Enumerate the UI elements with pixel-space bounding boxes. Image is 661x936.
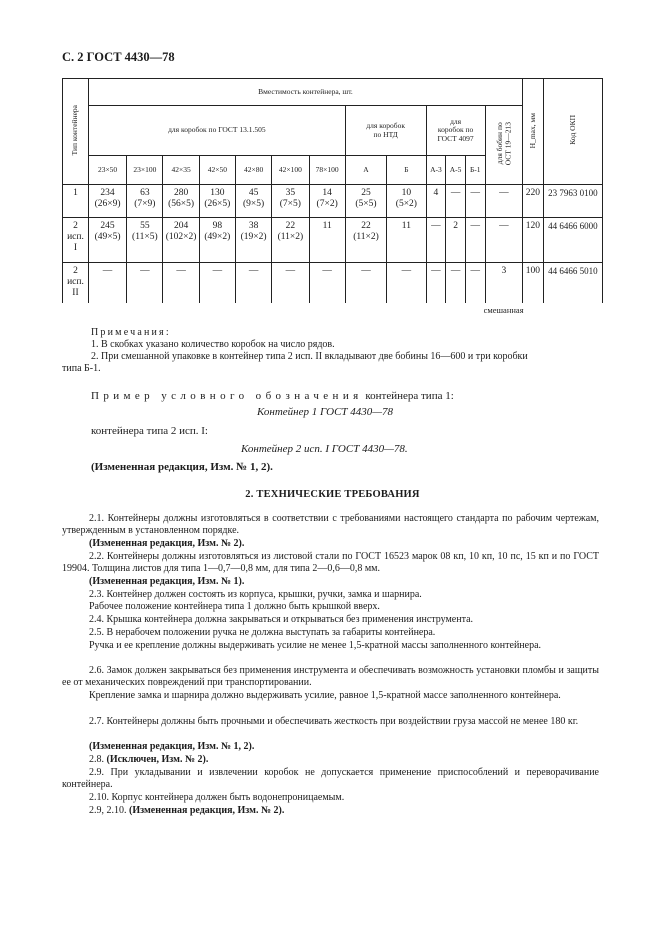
table-cell: — [199, 263, 235, 303]
table-cell: — [465, 218, 485, 263]
row-type: 2 исп. II [63, 263, 89, 303]
table-cell: 2 [446, 218, 466, 263]
size-header: Б [387, 156, 426, 185]
size-header: 42×35 [163, 156, 199, 185]
para-2-3: 2.3. Контейнер должен состоять из корпуса, крышки, ручки, замка и шарнира. [89, 589, 422, 600]
col-okp-header: Код ОКП [543, 79, 602, 185]
example-revision: (Измененная редакция, Изм. № 1, 2). [91, 461, 273, 473]
para-2-5b: Ручка и ее крепление должны выдерживать усилие не менее 1,5-кратной массы заполненного контейнера. [89, 640, 542, 651]
table-row [63, 218, 603, 263]
group-gost13: для коробок по ГОСТ 13.1.505 [88, 106, 345, 156]
para-2-6b: Крепление замка и шарнира должно выдерживать усилие, равное 1,5-кратной массе заполненного контейнера. [89, 690, 561, 701]
note-2: 2. При смешанной упаковке в контейнер типа 2 исп. II вкладывают две бобины 16—600 и три коробки [91, 351, 528, 362]
table-cell: — [309, 263, 345, 303]
table-row [63, 263, 603, 303]
example-line-2: Контейнер 2 исп. I ГОСТ 4430—78. [241, 443, 408, 455]
table-cell: — [426, 218, 446, 263]
size-header: А [345, 156, 386, 185]
table-cell: — [345, 263, 386, 303]
group-gost4097: для коробок по ГОСТ 4097 [426, 106, 485, 156]
size-header: А-5 [446, 156, 466, 185]
row-hmax: 120 [523, 218, 544, 263]
table-cell: 234 (26×9) [88, 185, 126, 218]
table-cell: 130 (26×5) [199, 185, 235, 218]
table-cell: 35 (7×5) [272, 185, 309, 218]
size-header: 78×100 [309, 156, 345, 185]
table-cell: — [272, 263, 309, 303]
para-2-6: 2.6. Замок должен закрываться без применения инструмента и обеспечивать возможность установки пломбы и защиты ее от механических повреждений при транспортировании. [62, 665, 599, 689]
table-cell: 11 [309, 218, 345, 263]
para-2-8: 2.8. (Исключен, Изм. № 2). [89, 754, 209, 765]
row-type: 2 исп. I [63, 218, 89, 263]
table-cell: — [426, 263, 446, 303]
table-cell: 22 (11×2) [272, 218, 309, 263]
table-cell: — [485, 218, 522, 263]
size-header: 42×50 [199, 156, 235, 185]
table-cell: 98 (49×2) [199, 218, 235, 263]
table-cell: — [465, 185, 485, 218]
size-header: Б-1 [465, 156, 485, 185]
para-2-9-10-revision: 2.9, 2.10. (Измененная редакция, Изм. № 2). [89, 805, 285, 816]
para-2-1: 2.1. Контейнеры должны изготовляться в соответствии с требованиями настоящего стандарта по рабочим чертежам, утвержденным в установленном порядке. [62, 513, 599, 537]
table-cell: — [127, 263, 163, 303]
size-header: 23×100 [127, 156, 163, 185]
group-ntd: для коробок по НТД [345, 106, 426, 156]
table-cell: — [446, 185, 466, 218]
para-2-3b: Рабочее положение контейнера типа 1 должно быть крышкой вверх. [89, 601, 380, 612]
size-header: 42×100 [272, 156, 309, 185]
para-2-7: 2.7. Контейнеры должны быть прочными и обеспечивать жесткость при воздействии груза массой не менее 180 кг. [89, 716, 579, 727]
section-title: 2. ТЕХНИЧЕСКИЕ ТРЕБОВАНИЯ [245, 489, 420, 500]
col-bobbins-header: для бобин по ОСТ 19—213 [485, 106, 522, 185]
table-cell: 38 (19×2) [235, 218, 271, 263]
table-cell: 63 (7×9) [127, 185, 163, 218]
table-cell: — [88, 263, 126, 303]
example-intro: Пример условного обозначения контейнера типа 1: [91, 390, 454, 402]
para-2-9: 2.9. При укладывании и извлечении коробок не допускается применение приспособлений и переворачивание контейнера. [62, 767, 599, 791]
para-2-2: 2.2. Контейнеры должны изготовляться из листовой стали по ГОСТ 16523 марок 08 кп, 10 кп, 10 пс, 15 кп и по ГОСТ 19904. Толщина листов для типа 1—0,7—0,8 мм, для типа 2—0,6—0,8 мм. [62, 551, 599, 575]
size-header: А-3 [426, 156, 446, 185]
table-cell: 245 (49×5) [88, 218, 126, 263]
size-header: 23×50 [88, 156, 126, 185]
para-2-7-revision: (Измененная редакция, Изм. № 1, 2). [89, 741, 255, 752]
table-cell: 45 (9×5) [235, 185, 271, 218]
table-cell: — [235, 263, 271, 303]
page-header: С. 2 ГОСТ 4430—78 [62, 50, 175, 64]
table-cell: — [465, 263, 485, 303]
table-cell: 25 (5×5) [345, 185, 386, 218]
row-okp: 44 6466 5010 [543, 263, 602, 303]
table-cell: 55 (11×5) [127, 218, 163, 263]
table-cell: 10 (5×2) [387, 185, 426, 218]
row-okp: 44 6466 6000 [543, 218, 602, 263]
table-row [63, 185, 603, 218]
table-cell: 4 [426, 185, 446, 218]
col-type-header: Тип контейнера [63, 79, 89, 185]
example-line-1: Контейнер 1 ГОСТ 4430—78 [257, 406, 394, 418]
table-cell: 3 смешанная [485, 263, 522, 303]
row-type: 1 [63, 185, 89, 218]
table-cell: — [485, 185, 522, 218]
mixed-label: смешанная [483, 304, 524, 315]
row-okp: 23 7963 0100 [543, 185, 602, 218]
note-1: 1. В скобках указано количество коробок на число рядов. [91, 339, 335, 350]
size-header: 42×80 [235, 156, 271, 185]
table-cell: 11 [387, 218, 426, 263]
para-2-2-revision: (Измененная редакция, Изм. № 1). [89, 576, 245, 587]
para-2-10: 2.10. Корпус контейнера должен быть водонепроницаемым. [89, 792, 345, 803]
table-cell: — [387, 263, 426, 303]
table-cell: — [163, 263, 199, 303]
row-hmax: 220 [523, 185, 544, 218]
para-2-4: 2.4. Крышка контейнера должна закрываться и открываться без применения инструмента. [89, 614, 474, 625]
note-2-cont: типа Б-1. [62, 363, 101, 374]
para-2-5: 2.5. В нерабочем положении ручка не должна выступать за габариты контейнера. [89, 627, 436, 638]
row-hmax: 100 [523, 263, 544, 303]
table-cell: 204 (102×2) [163, 218, 199, 263]
notes-title: Примечания: [91, 327, 171, 338]
capacity-title: Вместимость контейнера, шт. [88, 79, 522, 106]
col-hmax-header: H_max, мм [523, 79, 544, 185]
table-cell: 22 (11×2) [345, 218, 386, 263]
para-2-1-revision: (Измененная редакция, Изм. № 2). [89, 538, 245, 549]
table-cell: 280 (56×5) [163, 185, 199, 218]
table-cell: — [446, 263, 466, 303]
table-cell: 14 (7×2) [309, 185, 345, 218]
capacity-table [62, 78, 603, 315]
example-intro-2: контейнера типа 2 исп. I: [91, 425, 208, 437]
